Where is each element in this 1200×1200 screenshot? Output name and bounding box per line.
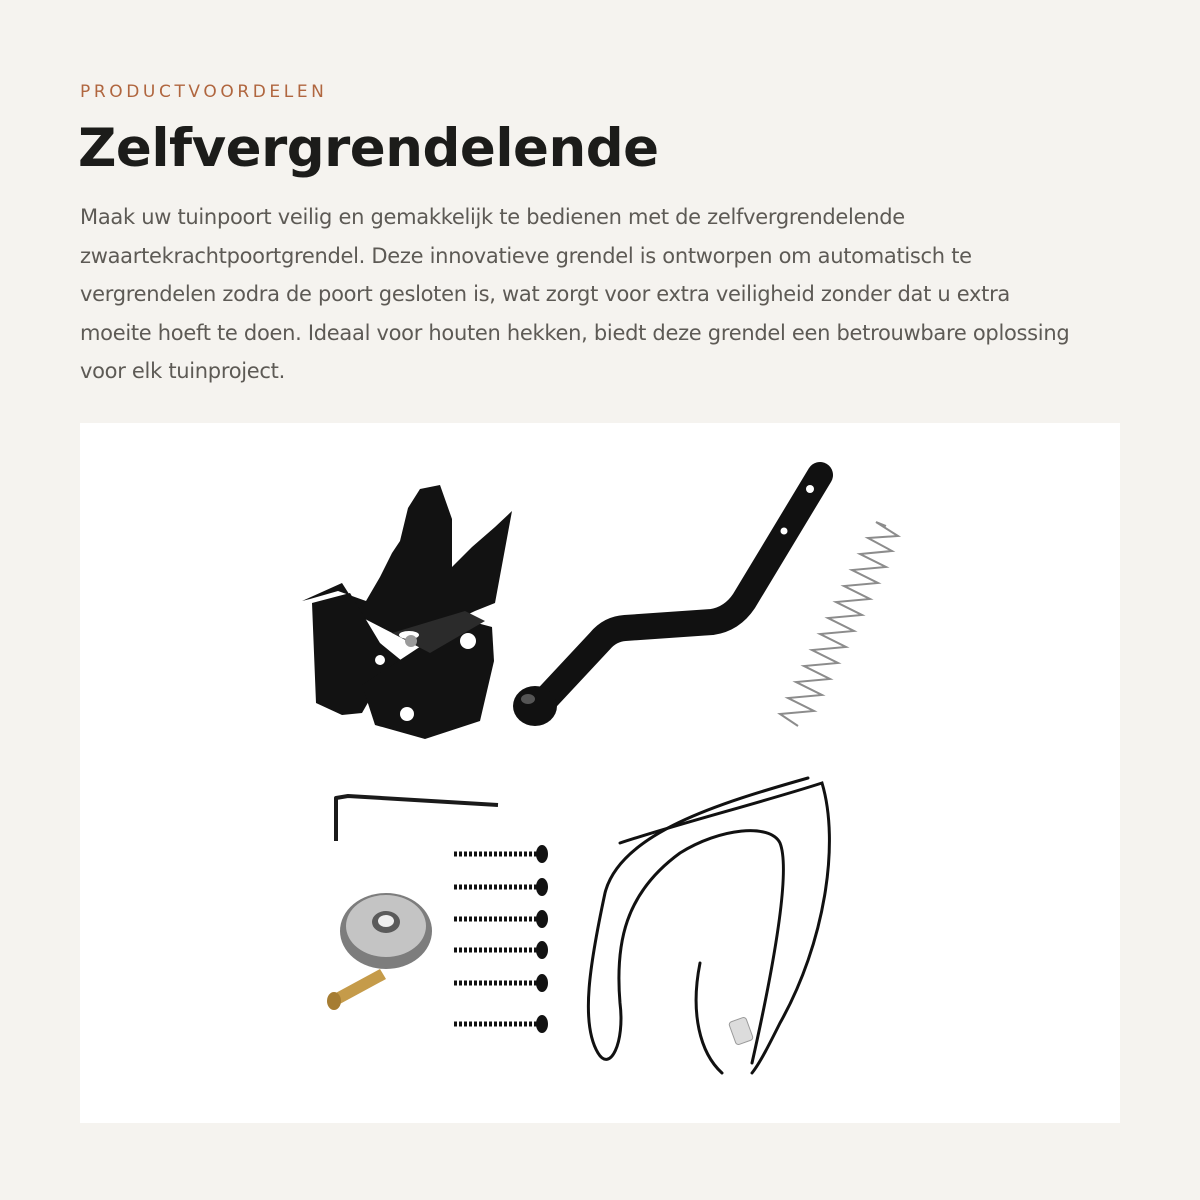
screw [454,1015,548,1033]
knob-disc [340,893,432,969]
product-illustration [80,423,1120,1123]
latch-arm-knob [513,686,557,726]
latch-rivet [405,635,417,647]
brass-pin [327,969,386,1010]
section-eyebrow: PRODUCTVOORDELEN [80,82,328,102]
hex-key [336,796,498,841]
screw [454,941,548,959]
gravity-latch-arm [544,475,820,701]
product-photo [80,423,1120,1123]
section-description: Maak uw tuinpoort veilig en gemakkelijk te bedienen met de zelfvergrendelende zwaartekrachtpoortgrendel. Deze innovatieve grendel is ontworpen om automatisch te vergrendelen zodra de poort gesloten is, wat zorgt voor extra veiligheid zonder dat u extra moeite hoeft te doen. Ideaal voor houten hekken, biedt deze grendel een betrouwbare oplossing voor elk tuinproject. [80,205,1070,383]
screw [454,878,548,896]
wood-screws [454,845,548,1033]
screw [454,910,548,928]
screw [454,974,548,992]
latch-bracket-part [302,485,512,739]
cable-ferrule [728,1017,753,1046]
pull-cable [588,778,829,1073]
compression-spring [780,522,898,726]
section-title: Zelfvergrendelende [78,118,659,179]
screw [454,845,548,863]
